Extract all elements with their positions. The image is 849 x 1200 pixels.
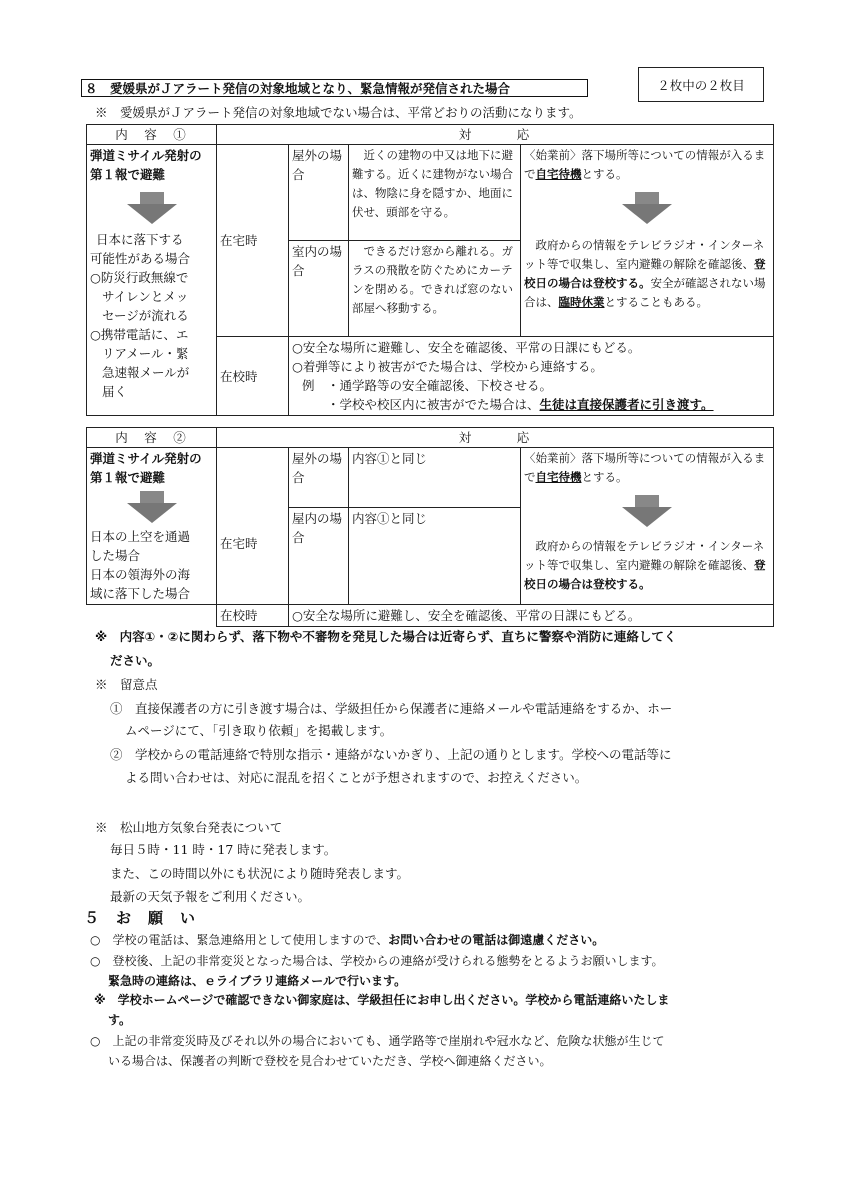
response-table-2 xyxy=(86,427,774,627)
point-2-line-1: ② 学校からの電話連絡で特別な指示・連絡がないかぎり、上記の通りとします。学校への電話等に xyxy=(110,747,672,762)
weather-line-3: 最新の天気予報をご利用ください。 xyxy=(110,889,311,904)
request-item-4-line-2: いる場合は、保護者の判断で登校を見合わせていただき、学校へ御連絡ください。 xyxy=(108,1054,552,1068)
table2-go-school: 登校日の場合は登校する。 xyxy=(524,558,766,591)
table1-response-bottom-text: 政府からの情報をテレビラジオ・インターネット等で収集し、室内避難の解除を確認後、 xyxy=(524,238,765,271)
table1-case-line: 日本に落下する xyxy=(96,232,184,247)
table2-at-home-label: 在宅時 xyxy=(217,448,289,605)
down-arrow-icon xyxy=(622,495,672,527)
table2-response-top-tail: とする。 xyxy=(581,470,628,484)
down-arrow-icon xyxy=(622,192,672,224)
table2-home-standby: 自宅待機 xyxy=(535,470,582,484)
warning-line-2: ださい。 xyxy=(110,653,161,668)
table2-header-content: 内 容 ② xyxy=(87,428,217,448)
table1-case-line: ○防災行政無線で xyxy=(90,270,189,285)
table1-school-line: ○安全な場所に避難し、安全を確認後、平常の日課にもどる。 xyxy=(292,340,641,355)
table2-outdoor-text: 内容①と同じ xyxy=(349,448,521,508)
table1-header-response: 対 応 xyxy=(217,125,774,145)
section-5-title: ５ お 願 い xyxy=(84,909,197,927)
table1-case-title: 弾道ミサイル発射の第１報で避難 xyxy=(90,148,202,182)
request-item-1-bold: お問い合わせの電話は御遠慮ください。 xyxy=(388,933,605,947)
table1-response-top-text: 〈始業前〉落下場所等についての情報が入るまで xyxy=(524,148,766,181)
table2-at-school-text: ○安全な場所に避難し、安全を確認後、平常の日課にもどる。 xyxy=(289,605,774,627)
table2-response-top xyxy=(524,449,770,487)
table2-case-line: 日本の領海外の海 xyxy=(90,567,191,582)
table2-indoor-text: 内容①と同じ xyxy=(349,507,521,604)
table1-case-cell xyxy=(87,145,217,416)
weather-title: ※ 松山地方気象台発表について xyxy=(95,820,283,835)
table2-case-cell xyxy=(87,448,217,605)
request-item-3-line-1: ※ 学校ホームページで確認できない御家庭は、学級担任にお申し出ください。学校から電話連絡いたしま xyxy=(94,993,670,1007)
table2-response-top-text: 〈始業前〉落下場所等についての情報が入るまで xyxy=(524,451,766,484)
request-item-1-text: ○ 学校の電話は、緊急連絡用として使用しますので、 xyxy=(90,933,389,947)
table1-school-line: ○着弾等により被害がでた場合は、学校から連絡する。 xyxy=(292,359,603,374)
table1-response-bottom-tail: とすることもある。 xyxy=(604,295,708,309)
table1-at-school-label: 在校時 xyxy=(217,337,289,416)
table2-case-line: 日本の上空を通過 xyxy=(90,529,191,544)
warning-line-1: ※ 内容①・②に関わらず、落下物や不審物を発見した場合は近寄らず、直ちに警察や消防に連絡してく xyxy=(95,629,677,644)
table1-header-content: 内 容 ① xyxy=(87,125,217,145)
table1-indoor-text: できるだけ窓から離れる。ガラスの飛散を防ぐためにカーテンを閉める。できれば窓のない部屋へ移動する。 xyxy=(349,241,521,337)
table1-temporary-closure: 臨時休業 xyxy=(558,295,605,309)
table1-case-line: セージが流れる xyxy=(102,308,189,323)
table2-response-bottom-text: 政府からの情報をテレビラジオ・インターネット等で収集し、室内避難の解除を確認後、 xyxy=(524,539,765,572)
page-count-label: ２枚中の２枚目 xyxy=(638,67,764,102)
table1-home-standby: 自宅待機 xyxy=(535,167,582,181)
table1-response-bottom xyxy=(524,236,770,312)
table2-response-bottom xyxy=(524,537,770,594)
table1-case-line: 可能性がある場合 xyxy=(90,251,191,266)
table1-at-school-cell xyxy=(289,337,774,416)
table1-case-line: 急速報メールが xyxy=(102,365,190,380)
table2-case-line: 域に落下した場合 xyxy=(90,586,191,601)
table2-case-line: した場合 xyxy=(90,548,141,563)
table1-response-cell xyxy=(521,145,774,337)
weather-line-2: また、この時間以外にも状況により随時発表します。 xyxy=(110,866,410,881)
point-1-line-2: ムページにて、「引き取り依頼」を掲載します。 xyxy=(125,723,393,738)
table2-response-cell xyxy=(521,448,774,605)
table1-school-line xyxy=(292,395,770,414)
point-1-line-1: ① 直接保護者の方に引き渡す場合は、学級担任から保護者に連絡メールや電話連絡をするか、ホー xyxy=(110,701,673,716)
point-2-line-2: よる問い合わせは、対応に混乱を招くことが予想されますので、お控えください。 xyxy=(125,770,588,785)
down-arrow-icon xyxy=(127,192,177,224)
table1-response-bottom-mid: 安全が確認されない場合は、 xyxy=(524,276,766,309)
points-title: ※ 留意点 xyxy=(95,677,158,692)
table2-header-response: 対 応 xyxy=(217,428,774,448)
table1-case-line: サイレンとメッ xyxy=(102,289,189,304)
response-table-1 xyxy=(86,124,774,416)
table1-go-school: 登校日の場合は登校する。 xyxy=(524,257,766,290)
down-arrow-icon xyxy=(127,491,177,523)
table1-response-top-tail: とする。 xyxy=(581,167,628,181)
table1-case-line: 届く xyxy=(102,384,128,399)
table2-indoor-label: 屋内の場合 xyxy=(289,507,349,604)
request-item-4-line-1: ○ 上記の非常変災時及びそれ以外の場合においても、通学路等で崖崩れや冠水など、危険な状態が生じて xyxy=(90,1034,665,1048)
section-8-title: ８ 愛媛県がＪアラート発信の対象地域となり、緊急情報が発信された場合 xyxy=(81,79,588,97)
table1-indoor-label: 室内の場合 xyxy=(289,241,349,337)
table1-outdoor-text: 近くの建物の中又は地下に避難する。近くに建物がない場合は、物陰に身を隠すか、地面に伏せ、頭部を守る。 xyxy=(349,145,521,241)
table2-at-school-label: 在校時 xyxy=(217,605,289,627)
section-8-note: ※ 愛媛県がＪアラート発信の対象地域でない場合は、平常どおりの活動になります。 xyxy=(95,105,582,120)
request-item-2-bold: 緊急時の連絡は、ｅライブラリ連絡メールで行います。 xyxy=(108,974,407,988)
request-item-1 xyxy=(90,931,604,950)
table2-case-title: 弾道ミサイル発射の第１報で避難 xyxy=(90,451,202,485)
table1-case-line: リアメール・緊 xyxy=(102,346,189,361)
request-item-3-line-2: す。 xyxy=(108,1013,132,1027)
request-item-2: ○ 登校後、上記の非常変災となった場合は、学校からの連絡が受けられる態勢をとるようお願いします。 xyxy=(90,954,664,968)
table1-outdoor-label: 屋外の場合 xyxy=(289,145,349,241)
table1-at-home-label: 在宅時 xyxy=(217,145,289,337)
table1-hand-over: 生徒は直接保護者に引き渡す。 xyxy=(539,397,714,412)
weather-line-1: 毎日５時・11 時・17 時に発表します。 xyxy=(110,842,337,857)
table1-school-line-text: ・学校や校区内に被害がでた場合は、 xyxy=(327,397,540,412)
table1-case-line: ○携帯電話に、エ xyxy=(90,327,189,342)
table1-response-top xyxy=(524,146,770,184)
table1-school-line: 例 ・通学路等の安全確認後、下校させる。 xyxy=(302,378,553,393)
table2-outdoor-label: 屋外の場合 xyxy=(289,448,349,508)
